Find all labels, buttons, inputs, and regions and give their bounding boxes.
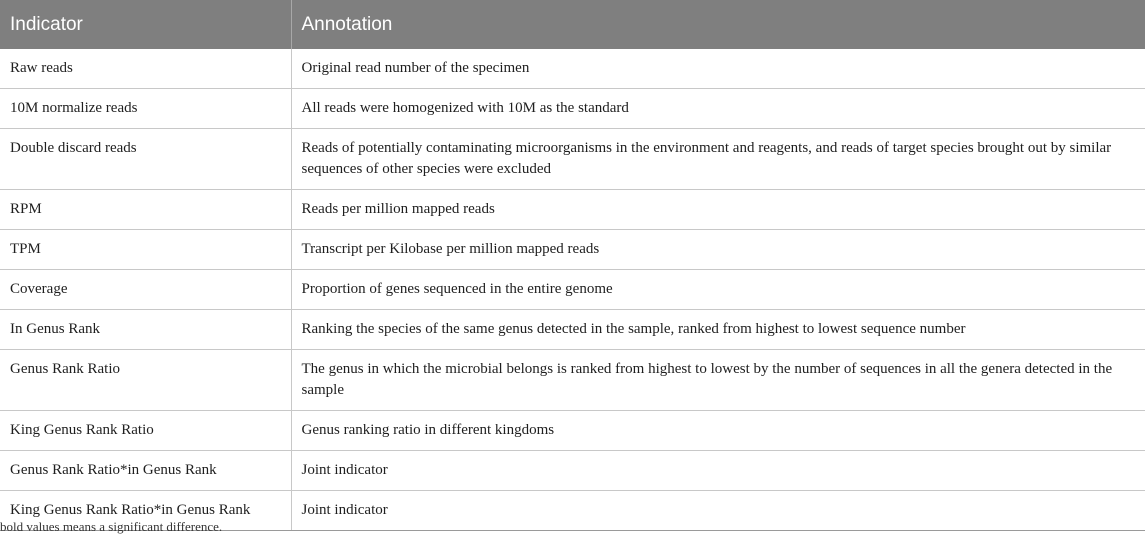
table-row (0, 49, 1145, 89)
annotation-cell: Proportion of genes sequenced in the entire genome (291, 270, 1145, 310)
table-row (0, 129, 1145, 190)
indicator-cell: TPM (0, 230, 291, 270)
table-footnote: bold values means a significant difference. (0, 519, 223, 534)
annotation-cell: The genus in which the microbial belongs is ranked from highest to lowest by the number of sequences in all the genera detected in the sample (291, 350, 1145, 411)
annotation-cell: Ranking the species of the same genus detected in the sample, ranked from highest to lowest sequence number (291, 310, 1145, 350)
indicator-cell: Genus Rank Ratio*in Genus Rank (0, 451, 291, 491)
annotation-cell: Joint indicator (291, 491, 1145, 531)
annotation-cell: Genus ranking ratio in different kingdoms (291, 411, 1145, 451)
indicator-cell: In Genus Rank (0, 310, 291, 350)
annotation-cell: Original read number of the specimen (291, 49, 1145, 89)
header-row (0, 0, 1145, 49)
table-row (0, 350, 1145, 411)
table-row (0, 89, 1145, 129)
indicator-cell: Raw reads (0, 49, 291, 89)
indicator-cell: King Genus Rank Ratio (0, 411, 291, 451)
indicator-cell: King Genus Rank Ratio*in Genus Rank (0, 491, 291, 531)
annotation-cell: Reads per million mapped reads (291, 190, 1145, 230)
table-header (0, 0, 1145, 49)
indicator-cell: Double discard reads (0, 129, 291, 190)
column-header-annotation: Annotation (291, 0, 1145, 49)
indicator-cell: Genus Rank Ratio (0, 350, 291, 411)
table-row (0, 270, 1145, 310)
table-row (0, 190, 1145, 230)
table-row (0, 451, 1145, 491)
indicator-cell: Coverage (0, 270, 291, 310)
table-body (0, 49, 1145, 531)
indicator-cell: RPM (0, 190, 291, 230)
table-row (0, 411, 1145, 451)
indicator-cell: 10M normalize reads (0, 89, 291, 129)
annotation-cell: Reads of potentially contaminating microorganisms in the environment and reagents, and reads of target species brought out by similar sequences of other species were excluded (291, 129, 1145, 190)
annotation-cell: Transcript per Kilobase per million mapped reads (291, 230, 1145, 270)
annotation-cell: All reads were homogenized with 10M as the standard (291, 89, 1145, 129)
column-header-indicator: Indicator (0, 0, 291, 49)
table-row (0, 310, 1145, 350)
table-row (0, 230, 1145, 270)
annotation-cell: Joint indicator (291, 451, 1145, 491)
